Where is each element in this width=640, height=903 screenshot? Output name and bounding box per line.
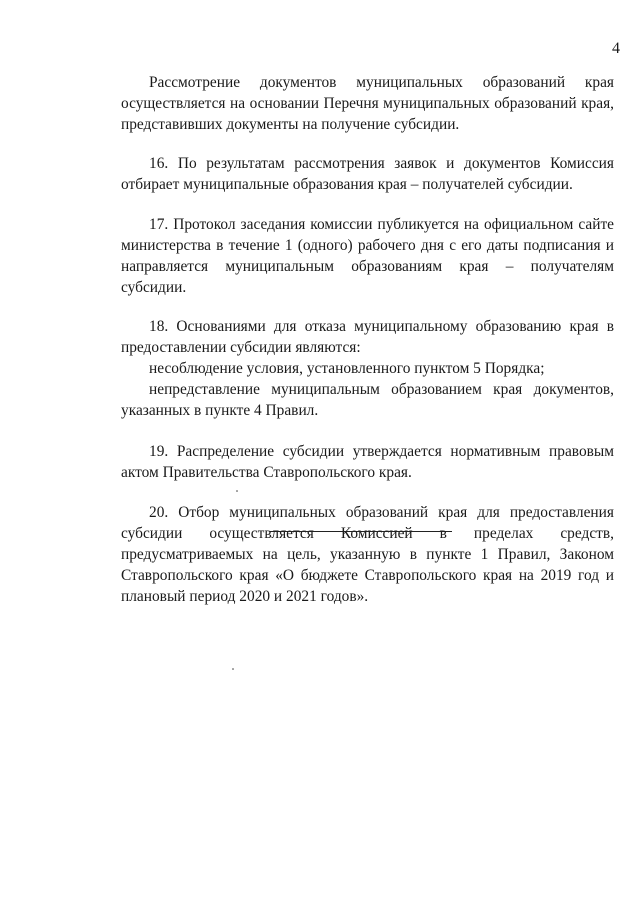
paragraph-19: 19. Распределение субсидии утверждается нормативным правовым актом Правительства Ставропольского края. [121, 443, 614, 481]
end-of-document-rule [270, 531, 452, 532]
paragraph-18-item-2: непредставление муниципальным образованием края документов, указанных в пункте 4 Правил. [121, 381, 614, 419]
scan-speck [236, 490, 238, 492]
paragraph-intro: Рассмотрение документов муниципальных образований края осуществляется на основании Перечня муниципальных образований края, представивших документы на получение субсидии. [121, 74, 614, 133]
paragraph-18-item-1: несоблюдение условия, установленного пунктом 5 Порядка; [149, 360, 545, 377]
document-body [121, 72, 614, 607]
paragraph-17: 17. Протокол заседания комиссии публикуется на официальном сайте министерства в течение 1 (одного) рабочего дня с его даты подписания и направляется муниципальным образованиям края – получателям субсидии. [121, 216, 614, 296]
page-number: 4 [612, 40, 620, 57]
paragraph-20: 20. Отбор муниципальных образований края для предоставления субсидии осуществляется Комиссией в пределах средств, предусматриваемых на цель, указанную в пункте 1 Правил, Законом Ставропольского края «О бюджете Ставропольского края на 2019 год и плановый период 2020 и 2021 годов». [121, 504, 614, 605]
paragraph-16: 16. По результатам рассмотрения заявок и документов Комиссия отбирает муниципальные образования края – получателей субсидии. [121, 155, 614, 193]
scan-speck [232, 668, 234, 670]
paragraph-18: 18. Основаниями для отказа муниципальному образованию края в предоставлении субсидии являются: [121, 318, 614, 356]
